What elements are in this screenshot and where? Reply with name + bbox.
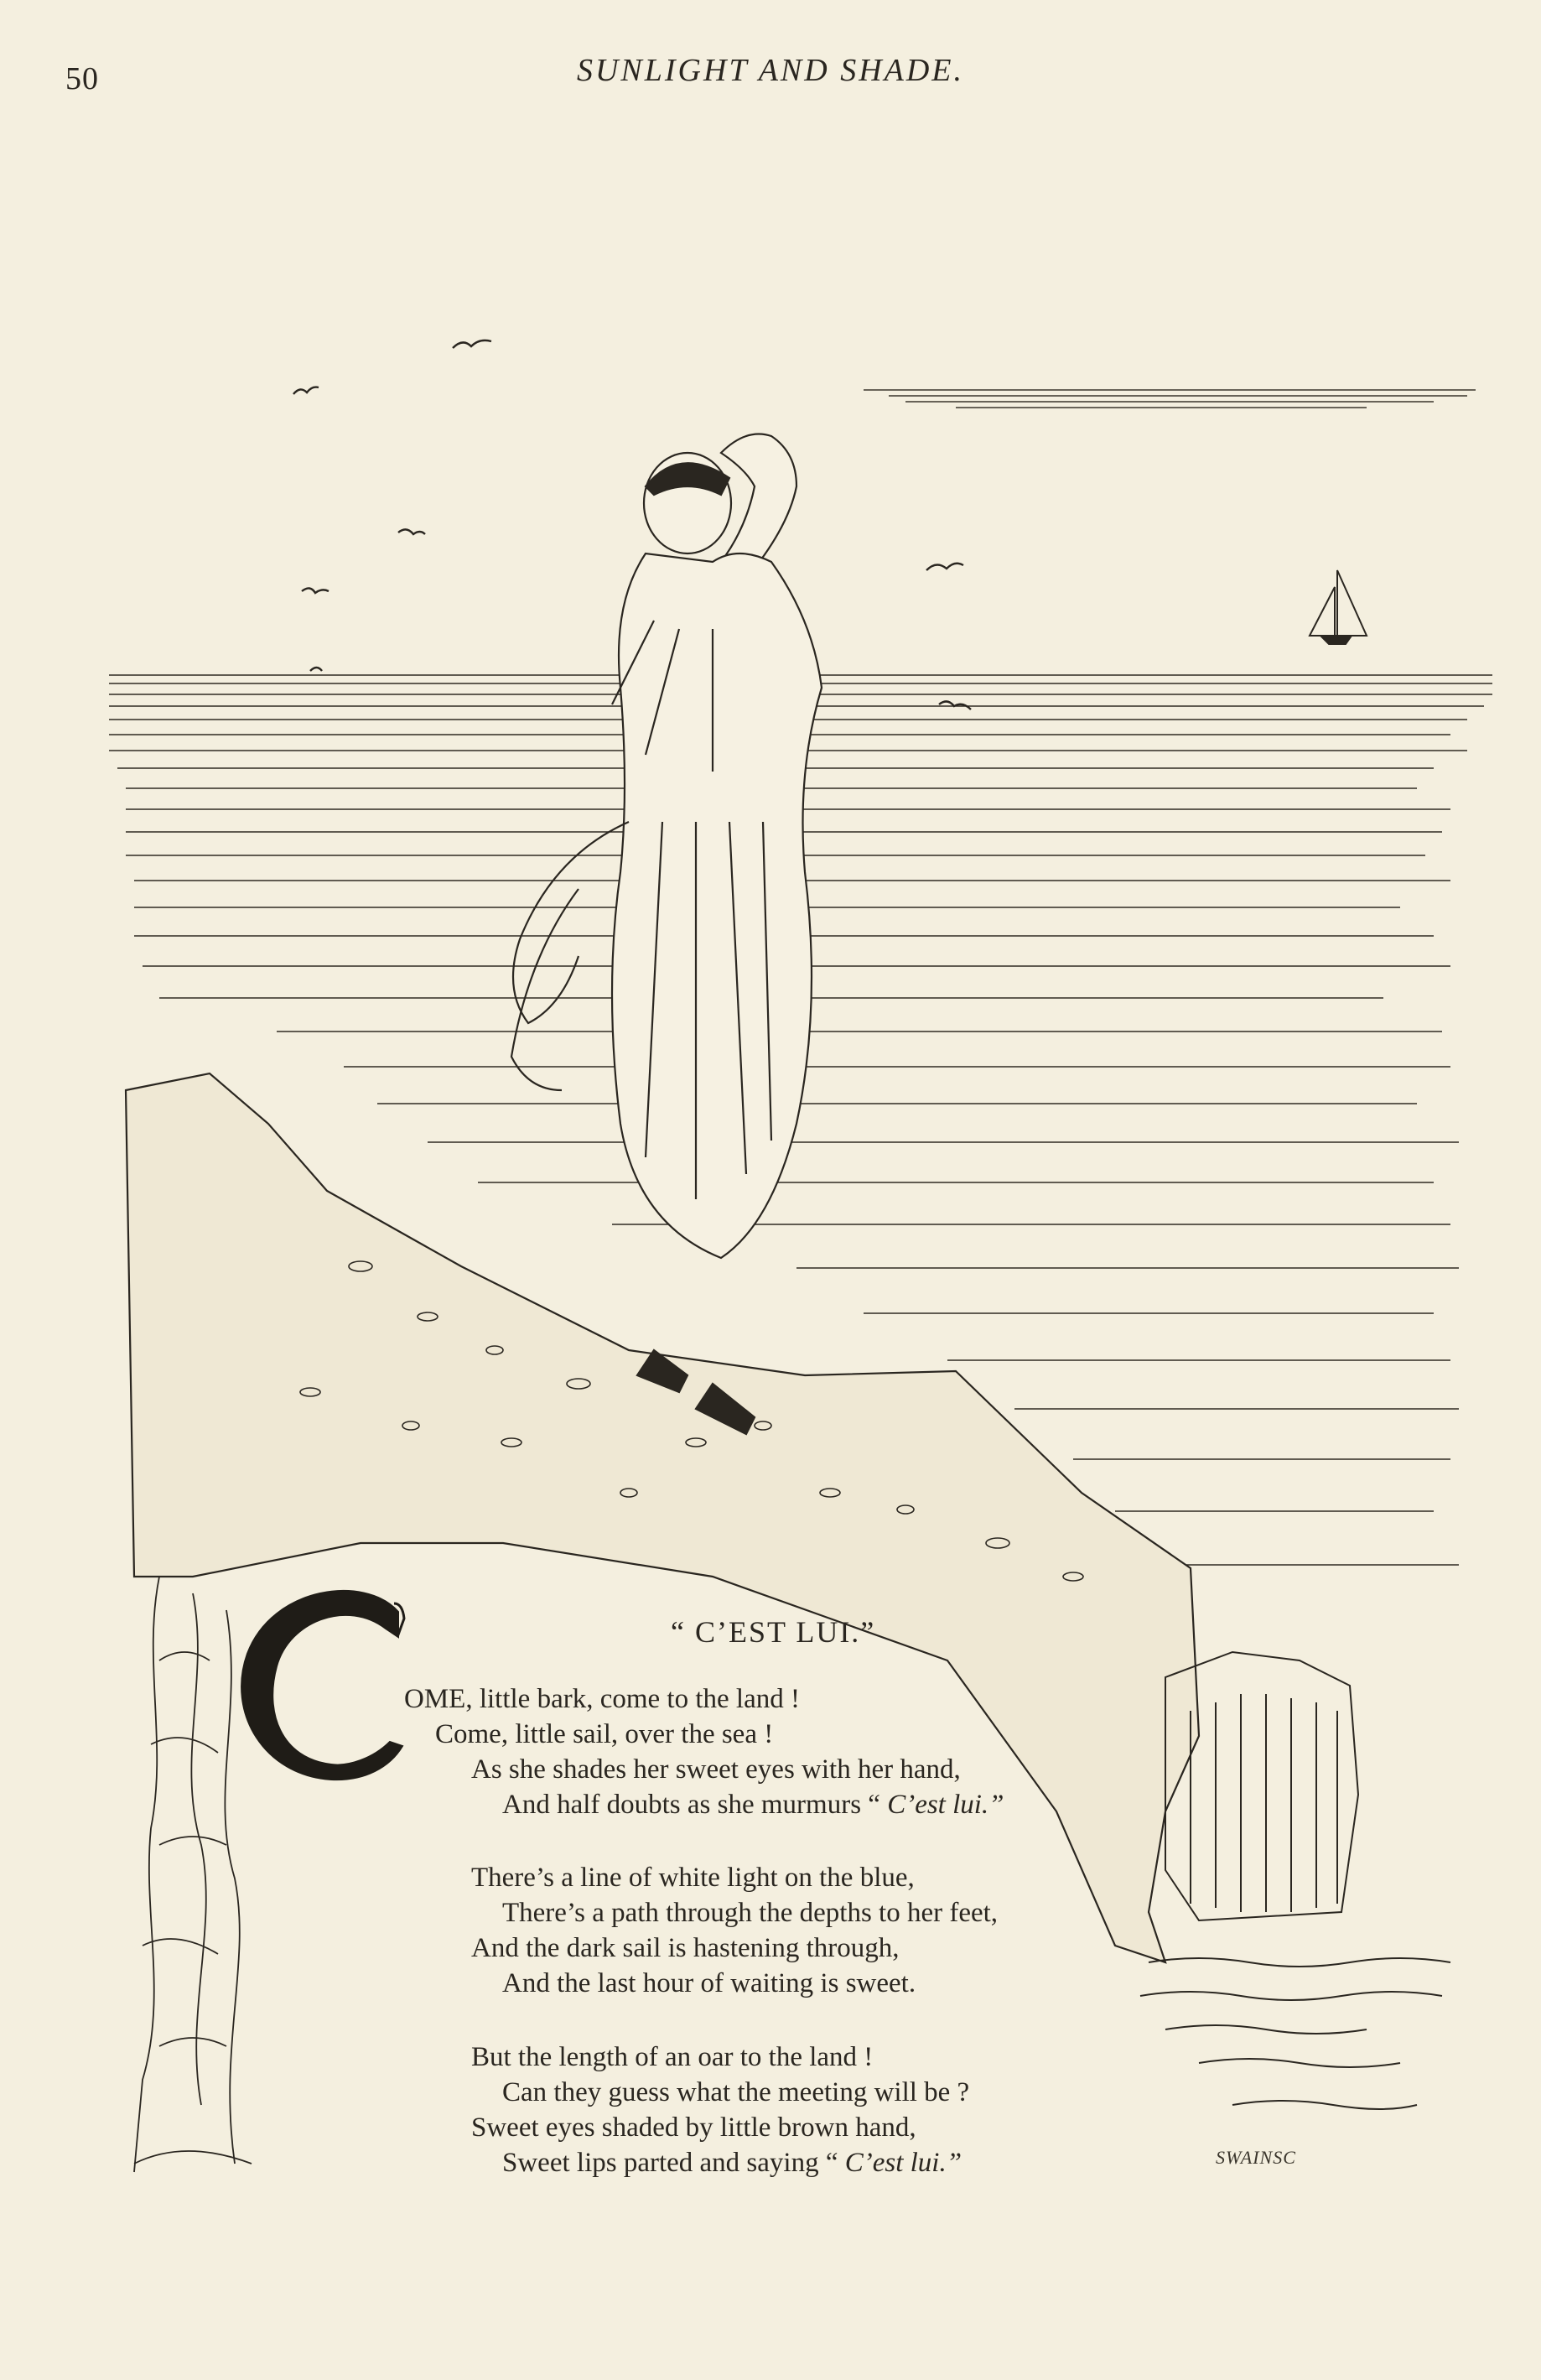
line-text: And half doubts as she murmurs “ — [502, 1790, 888, 1820]
poem-line — [404, 1681, 1159, 1717]
line-text: There’s a line of white light on the blue, — [471, 1863, 915, 1893]
poem-line — [404, 1717, 1159, 1752]
dropcap — [222, 1578, 415, 1788]
poem-line — [471, 1787, 1159, 1822]
line-text: Can they guess what the meeting will be ? — [502, 2077, 970, 2107]
poem-line — [471, 2075, 1226, 2110]
line-text: OME, little bark, come to the land ! — [404, 1684, 800, 1714]
stanza-2 — [471, 1860, 1226, 2001]
running-head: SUNLIGHT AND SHADE. — [576, 53, 965, 88]
poem-line — [471, 1895, 1226, 1931]
stanza-3 — [471, 2040, 1226, 2180]
dropcap-letter-c — [222, 1578, 415, 1788]
stanza-1 — [404, 1681, 1159, 1822]
line-text: There’s a path through the depths to her feet, — [502, 1898, 999, 1928]
poem-title: “ C’EST LUI.” — [671, 1615, 876, 1649]
poem-line — [471, 2040, 1226, 2075]
poem-line — [471, 1966, 1226, 2001]
poem-line — [471, 1752, 1159, 1787]
line-text: As she shades her sweet eyes with her hand, — [471, 1754, 961, 1785]
line-text: And the last hour of waiting is sweet. — [502, 1968, 916, 1998]
page-number: 50 — [65, 61, 99, 96]
poem-line — [471, 1931, 1226, 1966]
woman-figure — [511, 434, 822, 1435]
clouds — [864, 390, 1476, 408]
poem-line — [471, 2110, 1226, 2145]
line-italic: C’est lui.” — [887, 1790, 1004, 1820]
line-italic: C’est lui.” — [844, 2148, 962, 2178]
line-text: Come, little sail, over the sea ! — [435, 1719, 774, 1749]
line-text: And the dark sail is hastening through, — [471, 1933, 900, 1963]
sailboat — [1310, 570, 1367, 644]
line-text: Sweet lips parted and saying “ — [502, 2148, 845, 2178]
line-text: But the length of an oar to the land ! — [471, 2042, 874, 2072]
poem-line — [471, 1860, 1226, 1895]
engraver-signature: SWAINSC — [1216, 2147, 1296, 2168]
line-text: Sweet eyes shaded by little brown hand, — [471, 2112, 916, 2143]
poem-line — [471, 2145, 1226, 2180]
